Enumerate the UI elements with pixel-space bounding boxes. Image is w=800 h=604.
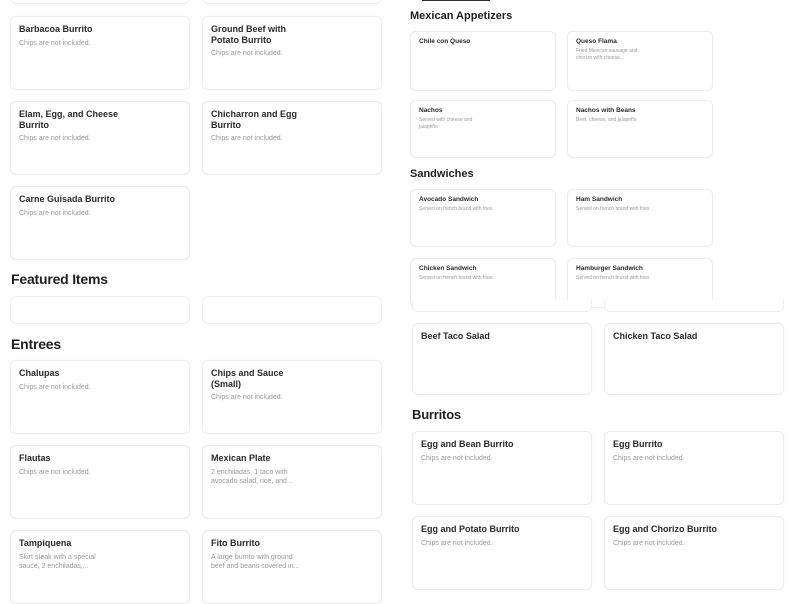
menu-item-title: Mexican Plate (211, 453, 271, 463)
menu-item-description: Chips are not included. (211, 50, 283, 57)
menu-item-title: Queso Flama (576, 38, 617, 45)
section-title-featured-items: Featured Items (11, 271, 108, 287)
menu-item-card[interactable] (410, 100, 556, 158)
menu-item-description: Beef, cheese, and jalapeño (576, 117, 637, 123)
menu-item-card[interactable] (604, 431, 784, 505)
menu-item-card[interactable] (567, 100, 713, 158)
menu-item-description: Chips are not included. (421, 540, 493, 547)
menu-item-description: A large burrito with ground beef and beans covered in... (211, 554, 300, 570)
menu-item-title: Egg and Potato Burrito (421, 524, 520, 534)
section-title-sandwiches: Sandwiches (410, 168, 474, 180)
menu-item-card[interactable] (202, 360, 382, 434)
menu-item-description: Chips are not included. (19, 40, 91, 47)
menu-item-title: Tampiquena (19, 538, 72, 548)
menu-item-card[interactable] (412, 431, 592, 505)
menu-item-card[interactable] (410, 189, 556, 247)
menu-item-title: Elam, Egg, and Cheese Burrito (19, 109, 119, 130)
menu-item-description: Chips are not included. (211, 135, 283, 142)
menu-item-card[interactable] (10, 186, 190, 260)
menu-item-description: Fried Mexican sausage and chorizo with cheese... (576, 48, 638, 61)
menu-item-card[interactable] (202, 101, 382, 175)
menu-item-description: 2 enchiladas, 1 taco with avocado salad, rice, and... (211, 469, 293, 485)
menu-item-card[interactable] (567, 189, 713, 247)
section-title-entrees: Entrees (11, 336, 61, 352)
menu-item-card[interactable] (10, 530, 190, 604)
menu-item-title: Egg Burrito (613, 439, 663, 449)
menu-item-card[interactable] (604, 516, 784, 590)
section-title-burritos: Burritos (412, 407, 461, 422)
menu-item-title: Egg and Bean Burrito (421, 439, 514, 449)
menu-card-partial[interactable] (202, 0, 382, 4)
menu-item-card[interactable] (202, 16, 382, 90)
menu-item-description: Skirt steak with a special sauce, 2 enchiladas,... (19, 554, 96, 570)
menu-card-partial[interactable] (412, 300, 592, 312)
menu-card-partial[interactable] (604, 300, 784, 312)
menu-item-card[interactable] (10, 360, 190, 434)
menu-item-card[interactable] (202, 530, 382, 604)
menu-item-description: Chips are not included. (211, 394, 283, 401)
menu-item-card[interactable] (202, 445, 382, 519)
menu-item-title: Chile con Queso (419, 38, 471, 45)
active-tab-indicator (422, 0, 490, 1)
menu-item-title: Chips and Sauce (Small) (211, 368, 284, 389)
menu-item-title: Fito Burrito (211, 538, 260, 548)
menu-item-title: Avocado Sandwich (419, 196, 479, 203)
menu-item-description: Served on french brand with fries. (576, 206, 651, 212)
menu-item-description: Chips are not included. (613, 540, 685, 547)
menu-item-title: Chicharron and Egg Burrito (211, 109, 298, 130)
menu-item-card[interactable] (10, 445, 190, 519)
menu-item-card[interactable] (10, 101, 190, 175)
section-title-mexican-appetizers: Mexican Appetizers (410, 10, 513, 22)
menu-item-title: Chalupas (19, 368, 60, 378)
menu-item-description: Chips are not included. (19, 384, 91, 391)
menu-item-description: Served on french brand with fries. (576, 275, 651, 281)
menu-item-card[interactable] (410, 31, 556, 91)
menu-card-partial[interactable] (10, 0, 190, 4)
menu-item-description: Served on french brand with fries. (419, 206, 494, 212)
menu-item-title: Beef Taco Salad (421, 331, 490, 341)
menu-item-card[interactable] (604, 323, 784, 395)
menu-item-card[interactable] (412, 516, 592, 590)
menu-item-title: Chicken Sandwich (419, 265, 477, 272)
menu-item-title: Flautas (19, 453, 51, 463)
menu-item-description: Chips are not included. (19, 135, 91, 142)
menu-item-title: Carne Guisada Burrito (19, 194, 116, 204)
menu-item-title: Nachos with Beans (576, 107, 636, 114)
menu-item-title: Hamburger Sandwich (576, 265, 643, 272)
featured-item-card[interactable] (10, 296, 190, 324)
featured-item-card[interactable] (202, 296, 382, 324)
menu-item-description: Chips are not included. (19, 210, 91, 217)
menu-item-description: Served with cheese and jalapeño (419, 117, 473, 130)
menu-item-description: Chips are not included. (421, 455, 493, 462)
menu-item-title: Chicken Taco Salad (613, 331, 698, 341)
menu-item-card[interactable] (567, 31, 713, 91)
menu-item-description: Chips are not included. (19, 469, 91, 476)
menu-item-description: Chips are not included. (613, 455, 685, 462)
menu-item-title: Egg and Chorizo Burrito (613, 524, 717, 534)
menu-item-card[interactable] (10, 16, 190, 90)
menu-item-title: Ground Beef with Potato Burrito (211, 24, 286, 45)
menu-item-card[interactable] (412, 323, 592, 395)
menu-item-title: Ham Sandwich (576, 196, 623, 203)
menu-item-title: Barbacoa Burrito (19, 24, 93, 34)
menu-item-title: Nachos (419, 107, 443, 114)
menu-item-description: Served on french brand with fries. (419, 275, 494, 281)
